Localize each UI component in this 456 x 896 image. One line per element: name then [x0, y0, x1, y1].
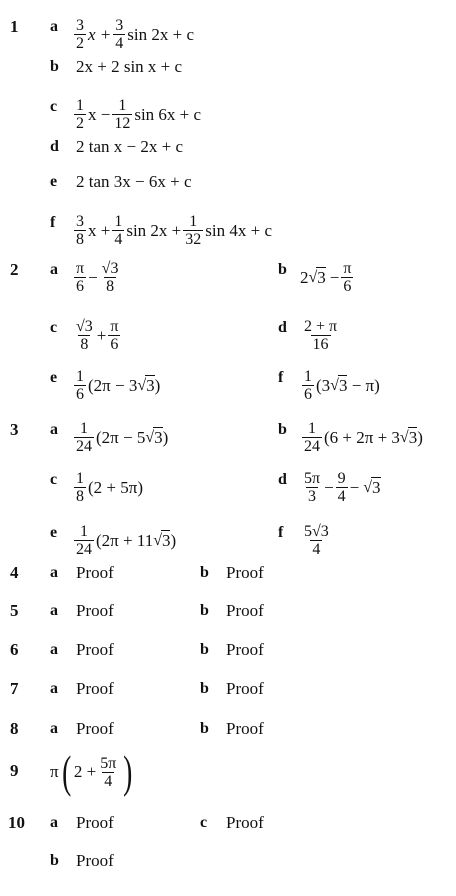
part-label: c [50, 319, 58, 336]
part-label: f [278, 369, 284, 386]
part-label: a [50, 680, 58, 697]
answer-1c: $\frac{1}{2}$ x − $\frac{1}{12}$ sin 6x + c [76, 97, 202, 132]
answer-1d: 2 tan x − 2x + c [76, 137, 183, 156]
question-number: 9 [10, 761, 19, 780]
answer-1e: 2 tan 3x − 6x + c [76, 172, 192, 191]
part-label: d [278, 319, 287, 336]
answer-3e: $\frac{1}{24}$ (2π + 11 √ 3 ) [76, 523, 177, 558]
part-label: a [50, 261, 58, 278]
fraction: $\frac{3}{4}$ [115, 17, 124, 52]
part-label: e [50, 524, 58, 541]
part-label: a [50, 641, 58, 658]
answer-2e: $\frac{1}{6}$ (2π − 3 √ 3 ) [76, 368, 161, 403]
answer-proof: Proof [76, 563, 114, 582]
part-label: a [50, 720, 58, 737]
part-label: b [278, 421, 287, 438]
question-number: 4 [10, 563, 19, 582]
answer-2b: 2 √ 3 − $\frac{\pi}{6}$ [300, 260, 352, 295]
question-number: 2 [10, 260, 19, 279]
part-label: b [200, 641, 209, 658]
answer-proof: Proof [226, 563, 264, 582]
answer-proof: Proof [226, 640, 264, 659]
answer-2f: $\frac{1}{6}$ (3 √ 3 − π) [304, 368, 380, 403]
part-label: a [50, 564, 58, 581]
answer-3a: $\frac{1}{24}$ (2π − 5 √ 3 ) [76, 420, 169, 455]
part-label: e [50, 173, 58, 190]
answer-proof: Proof [226, 601, 264, 620]
answer-2a: $\frac{\pi}{6}$ − $\frac{√3}{8}$ [76, 260, 119, 295]
part-label: c [50, 471, 58, 488]
answer-proof: Proof [76, 640, 114, 659]
answer-proof: Proof [76, 851, 114, 870]
question-number: 3 [10, 420, 19, 439]
answer-proof: Proof [76, 719, 114, 738]
part-label: b [200, 602, 209, 619]
part-label: f [278, 524, 284, 541]
question-number: 7 [10, 679, 19, 698]
right-paren: ) [123, 746, 133, 797]
part-label: c [200, 814, 208, 831]
part-label: a [50, 602, 58, 619]
answer-3c: $\frac{1}{8}$ (2 + 5π) [76, 470, 143, 505]
answer-proof: Proof [76, 601, 114, 620]
answer-proof: Proof [226, 813, 264, 832]
part-label: e [50, 369, 58, 386]
part-label: b [50, 58, 59, 75]
question-number: 5 [10, 601, 19, 620]
question-number: 8 [10, 719, 19, 738]
question-number: 1 [10, 17, 19, 36]
answer-2c: $\frac{√3}{8}$ + $\frac{\pi}{6}$ [76, 318, 119, 353]
part-label: a [50, 18, 58, 35]
answer-1f: $\frac{3}{8}$ x + $\frac{1}{4}$ sin 2x + $\frac{1}{32}$ sin 4x + c [76, 213, 273, 248]
answer-2d: $\frac{2 + \pi}{16}$ [304, 318, 338, 353]
part-label: b [50, 852, 59, 869]
fraction: $\frac{3}{2}$ [76, 17, 84, 52]
part-label: d [50, 138, 59, 155]
part-label: b [200, 680, 209, 697]
part-label: a [50, 814, 58, 831]
part-label: f [50, 214, 56, 231]
part-label: c [50, 98, 58, 115]
question-number: 6 [10, 640, 19, 659]
answer-9: π ( 2 + $\frac{5\pi}{4}$ ) [50, 746, 133, 797]
answer-3b: $\frac{1}{24}$ (6 + 2π + 3 √ 3 ) [304, 420, 423, 455]
answer-proof: Proof [226, 679, 264, 698]
answer-proof: Proof [76, 679, 114, 698]
part-label: b [200, 564, 209, 581]
answer-1b: 2x + 2 sin x + c [76, 57, 183, 76]
part-label: a [50, 421, 58, 438]
answer-3f: $\frac{5√3}{4}$ [304, 523, 329, 558]
answer-3d: $\frac{5\pi}{3}$ − $\frac{9}{4}$ − √ 3 [304, 470, 381, 505]
part-label: b [278, 261, 287, 278]
answer-proof: Proof [226, 719, 264, 738]
left-paren: ( [61, 746, 71, 797]
answer-1a: $\frac{3}{2}$ x + $\frac{3}{4}$ sin 2x + c [76, 17, 195, 52]
question-number: 10 [8, 813, 25, 832]
answer-proof: Proof [76, 813, 114, 832]
part-label: d [278, 471, 287, 488]
part-label: b [200, 720, 209, 737]
